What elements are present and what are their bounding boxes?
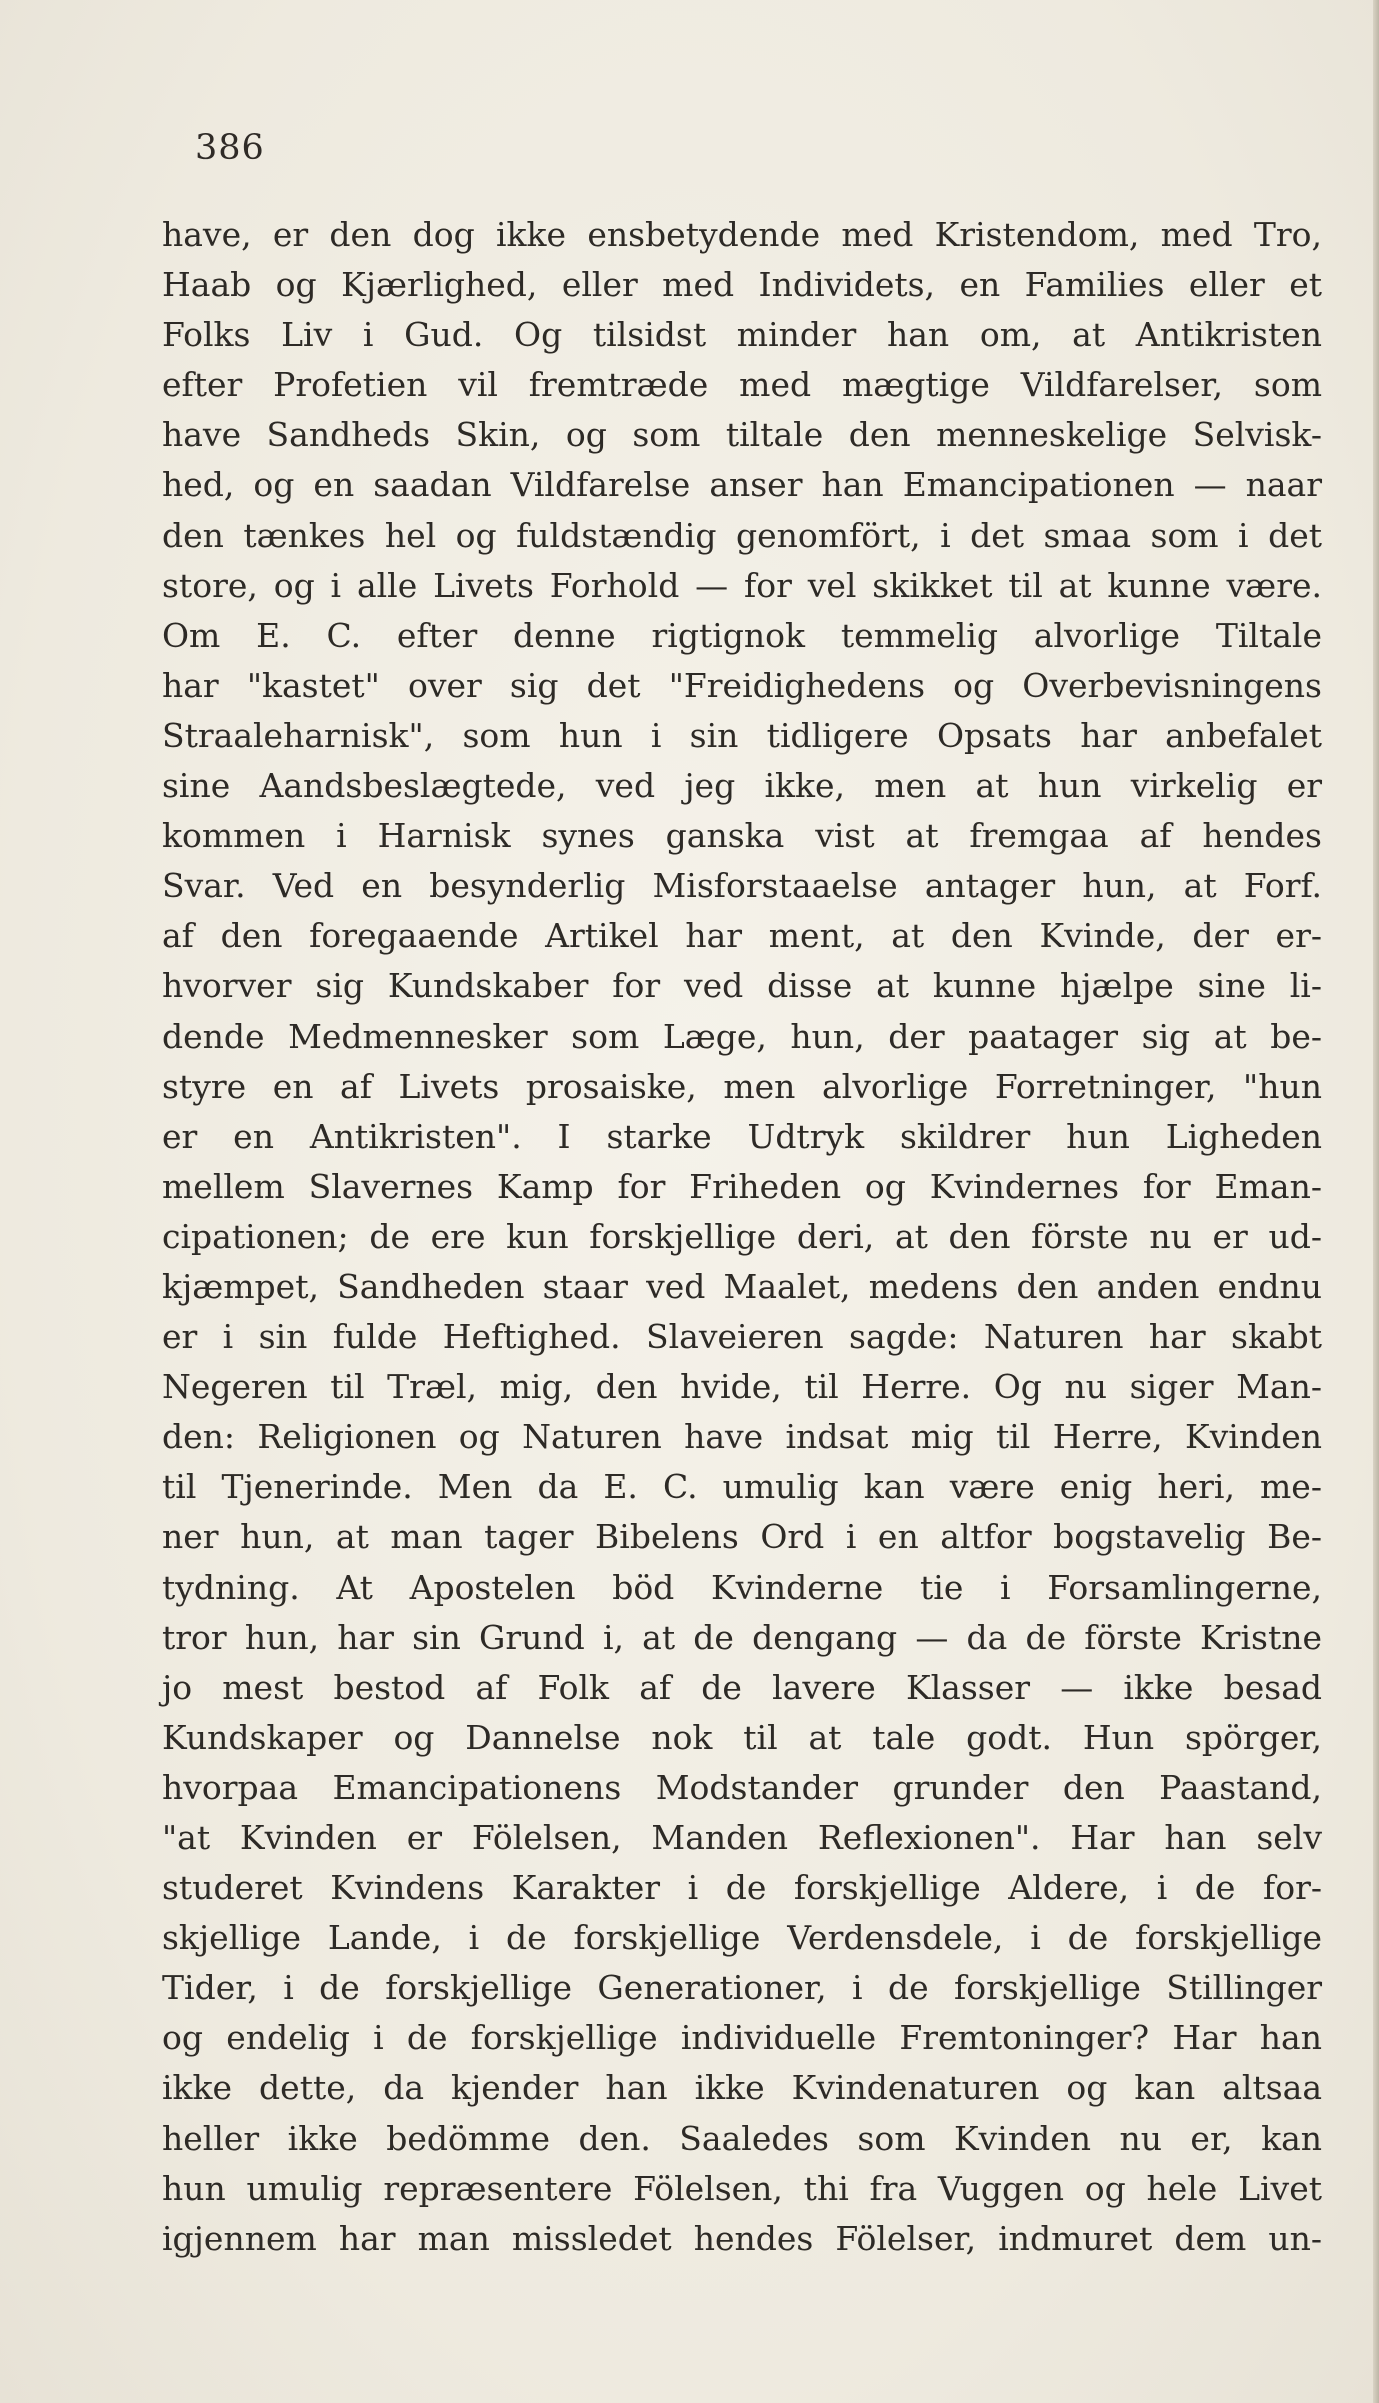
text-line: skjellige Lande, i de forskjellige Verdensdele, i de forskjellige [162, 1918, 1322, 1958]
text-line: Haab og Kjærlighed, eller med Individets, en Families eller et [162, 265, 1322, 305]
text-line: have Sandheds Skin, og som tiltale den menneskelige Selvisk- [162, 415, 1322, 455]
text-line: Negeren til Træl, mig, den hvide, til Herre. Og nu siger Man- [162, 1367, 1322, 1407]
text-line: hun umulig repræsentere Fölelsen, thi fra Vuggen og hele Livet [162, 2168, 1322, 2208]
text-line: Folks Liv i Gud. Og tilsidst minder han om, at Antikristen [162, 315, 1322, 355]
text-line: hvorpaa Emancipationens Modstander grunder den Paastand, [162, 1767, 1322, 1807]
text-line: og endelig i de forskjellige individuelle Fremtoninger? Har han [162, 2018, 1322, 2058]
text-line: hvorver sig Kundskaber for ved disse at kunne hjælpe sine li- [162, 966, 1322, 1006]
text-line: den tænkes hel og fuldstændig genomfört, i det smaa som i det [162, 515, 1322, 555]
text-line: dende Medmennesker som Læge, hun, der paatager sig at be- [162, 1016, 1322, 1056]
text-line: af den foregaaende Artikel har ment, at den Kvinde, der er- [162, 916, 1322, 956]
text-line: ner hun, at man tager Bibelens Ord i en altfor bogstavelig Be- [162, 1517, 1322, 1557]
text-line: Kundskaper og Dannelse nok til at tale godt. Hun spörger, [162, 1717, 1322, 1757]
body-text [162, 210, 1322, 2264]
text-line: jo mest bestod af Folk af de lavere Klasser — ikke besad [162, 1667, 1322, 1707]
text-line: igjennem har man missledet hendes Fölelser, indmuret dem un- [162, 2218, 1322, 2258]
text-line: ikke dette, da kjender han ikke Kvindenaturen og kan altsaa [162, 2068, 1322, 2108]
text-line: Om E. C. efter denne rigtignok temmelig alvorlige Tiltale [162, 615, 1322, 655]
text-line: studeret Kvindens Karakter i de forskjellige Aldere, i de for- [162, 1868, 1322, 1908]
text-line: kjæmpet, Sandheden staar ved Maalet, medens den anden endnu [162, 1266, 1322, 1306]
text-line: Tider, i de forskjellige Generationer, i de forskjellige Stillinger [162, 1968, 1322, 2008]
text-line: heller ikke bedömme den. Saaledes som Kvinden nu er, kan [162, 2118, 1322, 2158]
text-line: "at Kvinden er Fölelsen, Manden Reflexionen". Har han selv [162, 1818, 1322, 1857]
text-line: er i sin fulde Heftighed. Slaveieren sagde: Naturen har skabt [162, 1317, 1322, 1357]
text-line: har "kastet" over sig det "Freidighedens og Overbevisningens [162, 665, 1322, 705]
page-number: 386 [195, 128, 265, 168]
text-line: tydning. At Apostelen böd Kvinderne tie i Forsamlingerne, [162, 1567, 1322, 1607]
text-line: cipationen; de ere kun forskjellige deri, at den förste nu er ud- [162, 1216, 1322, 1256]
page-edge [1373, 0, 1379, 2403]
text-line: hed, og en saadan Vildfarelse anser han Emancipationen — naar [162, 465, 1322, 505]
text-line: kommen i Harnisk synes ganska vist at fremgaa af hendes [162, 816, 1322, 856]
text-line: tror hun, har sin Grund i, at de dengang — da de förste Kristne [162, 1617, 1322, 1657]
text-line: til Tjenerinde. Men da E. C. umulig kan være enig heri, me- [162, 1467, 1322, 1507]
text-line: styre en af Livets prosaiske, men alvorlige Forretninger, "hun [162, 1066, 1322, 1106]
text-line: Straaleharnisk", som hun i sin tidligere Opsats har anbefalet [162, 715, 1322, 755]
text-line: efter Profetien vil fremtræde med mægtige Vildfarelser, som [162, 365, 1322, 405]
text-line: have, er den dog ikke ensbetydende med Kristendom, med Tro, [162, 215, 1322, 254]
text-line: sine Aandsbeslægtede, ved jeg ikke, men at hun virkelig er [162, 766, 1322, 806]
text-line: Svar. Ved en besynderlig Misforstaaelse antager hun, at Forf. [162, 866, 1322, 906]
text-line: mellem Slavernes Kamp for Friheden og Kvindernes for Eman- [162, 1166, 1322, 1206]
text-line: er en Antikristen". I starke Udtryk skildrer hun Ligheden [162, 1116, 1322, 1156]
text-line: store, og i alle Livets Forhold — for vel skikket til at kunne være. [162, 565, 1322, 605]
text-line: den: Religionen og Naturen have indsat mig til Herre, Kvinden [162, 1417, 1322, 1457]
